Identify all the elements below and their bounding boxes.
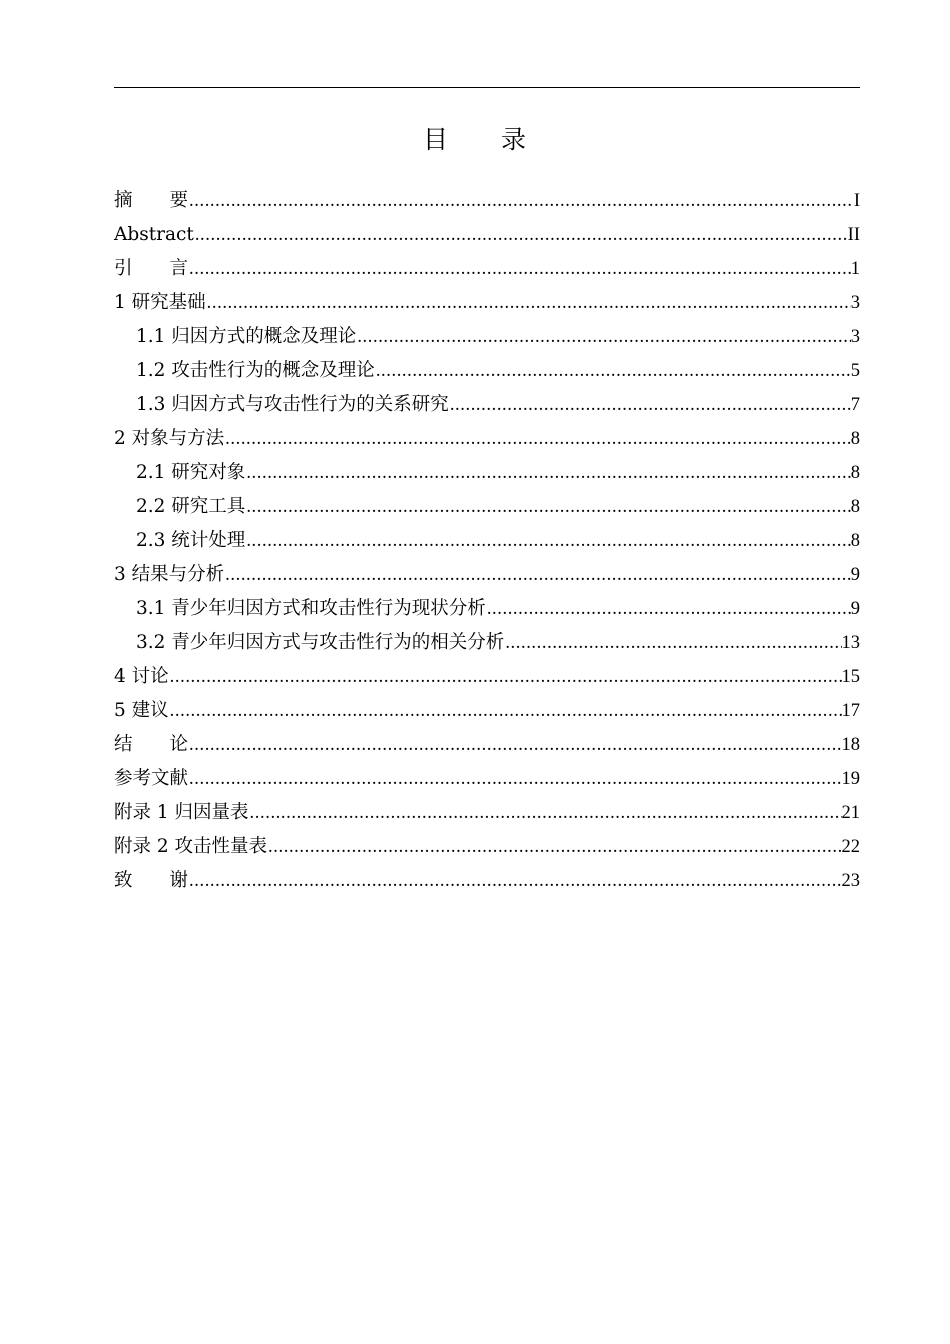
toc-entry-page: 22 [841, 837, 860, 857]
toc-entry-label: 附录 1 归因量表 [114, 802, 249, 823]
toc-entry-label: 2.3 统计处理 [136, 530, 246, 551]
toc-dot-leader [245, 456, 850, 490]
toc-dot-leader [206, 286, 851, 320]
toc-entry[interactable] [114, 762, 860, 796]
toc-dot-leader [169, 660, 842, 694]
toc-entry-page: 8 [850, 429, 860, 449]
toc-entry-page: 3 [850, 293, 860, 313]
toc-dot-leader [356, 320, 850, 354]
toc-entry-page: 15 [841, 667, 860, 687]
toc-entry[interactable] [114, 796, 860, 830]
toc-dot-leader [188, 184, 854, 218]
toc-entry-label: 附录 2 攻击性量表 [114, 836, 268, 857]
toc-dot-leader [188, 864, 841, 898]
toc-entry[interactable] [114, 422, 860, 456]
toc-dot-leader [375, 354, 851, 388]
toc-entry-label: 致 谢 [114, 870, 189, 891]
toc-entry[interactable] [114, 490, 860, 524]
toc-title: 目 录 [422, 125, 527, 154]
toc-entry[interactable] [114, 830, 860, 864]
toc-entry-page: 5 [850, 361, 860, 381]
toc-entry[interactable] [114, 728, 860, 762]
toc-entry-page: 8 [850, 463, 860, 483]
toc-entry-label: 1 研究基础 [114, 292, 206, 313]
toc-entry-page: II [847, 225, 860, 245]
toc-dot-leader [224, 558, 851, 592]
toc-entry-page: 19 [841, 769, 860, 789]
toc-entry[interactable] [114, 558, 860, 592]
toc-dot-leader [188, 252, 851, 286]
toc-entry[interactable] [114, 456, 860, 490]
toc-entry[interactable] [114, 626, 860, 660]
toc-entry-page: 3 [850, 327, 860, 347]
toc-dot-leader [194, 218, 848, 252]
toc-entry-label: 3 结果与分析 [114, 564, 225, 585]
toc-entry[interactable] [114, 320, 860, 354]
toc-entry-page: 9 [850, 565, 860, 585]
toc-entry-label: 2.1 研究对象 [136, 462, 246, 483]
toc-dot-leader [188, 728, 841, 762]
toc-dot-leader [245, 524, 850, 558]
toc-entry-page: 13 [841, 633, 860, 653]
toc-dot-leader [169, 694, 842, 728]
toc-entry[interactable] [114, 388, 860, 422]
toc-entry-label: Abstract [114, 224, 194, 245]
toc-entry-label: 5 建议 [114, 700, 169, 721]
toc-dot-leader [249, 796, 842, 830]
toc-entry-page: 8 [850, 497, 860, 517]
toc-entry-page: 18 [841, 735, 860, 755]
toc-list [114, 184, 860, 898]
toc-entry-label: 3.2 青少年归因方式与攻击性行为的相关分析 [136, 632, 505, 653]
toc-entry[interactable] [114, 592, 860, 626]
toc-entry-page: 23 [841, 871, 860, 891]
toc-entry-page: 8 [850, 531, 860, 551]
toc-entry-page: 1 [850, 259, 860, 279]
toc-entry[interactable] [114, 864, 860, 898]
toc-dot-leader [449, 388, 851, 422]
toc-dot-leader [224, 422, 851, 456]
toc-entry[interactable] [114, 184, 860, 218]
toc-entry[interactable] [114, 218, 860, 252]
toc-entry-label: 1.3 归因方式与攻击性行为的关系研究 [136, 394, 449, 415]
toc-entry-label: 1.2 攻击性行为的概念及理论 [136, 360, 375, 381]
toc-entry[interactable] [114, 524, 860, 558]
toc-entry-label: 4 讨论 [114, 666, 169, 687]
toc-entry-label: 1.1 归因方式的概念及理论 [136, 326, 357, 347]
toc-dot-leader [504, 626, 841, 660]
toc-entry-label: 2 对象与方法 [114, 428, 225, 449]
toc-entry-label: 参考文献 [114, 768, 189, 789]
toc-dot-leader [267, 830, 841, 864]
toc-entry[interactable] [114, 694, 860, 728]
toc-entry-page: I [853, 191, 860, 211]
toc-dot-leader [245, 490, 850, 524]
toc-entry-label: 摘 要 [114, 190, 189, 211]
toc-entry-page: 9 [850, 599, 860, 619]
toc-entry-page: 7 [850, 395, 860, 415]
header-rule [114, 87, 860, 88]
toc-entry-label: 2.2 研究工具 [136, 496, 246, 517]
toc-entry-label: 结 论 [114, 734, 189, 755]
toc-entry[interactable] [114, 660, 860, 694]
toc-entry[interactable] [114, 354, 860, 388]
toc-entry[interactable] [114, 286, 860, 320]
toc-dot-leader [486, 592, 851, 626]
toc-entry-page: 17 [841, 701, 860, 721]
toc-entry-label: 引 言 [114, 258, 189, 279]
toc-entry-label: 3.1 青少年归因方式和攻击性行为现状分析 [136, 598, 486, 619]
toc-dot-leader [188, 762, 841, 796]
toc-entry[interactable] [114, 252, 860, 286]
toc-entry-page: 21 [841, 803, 860, 823]
